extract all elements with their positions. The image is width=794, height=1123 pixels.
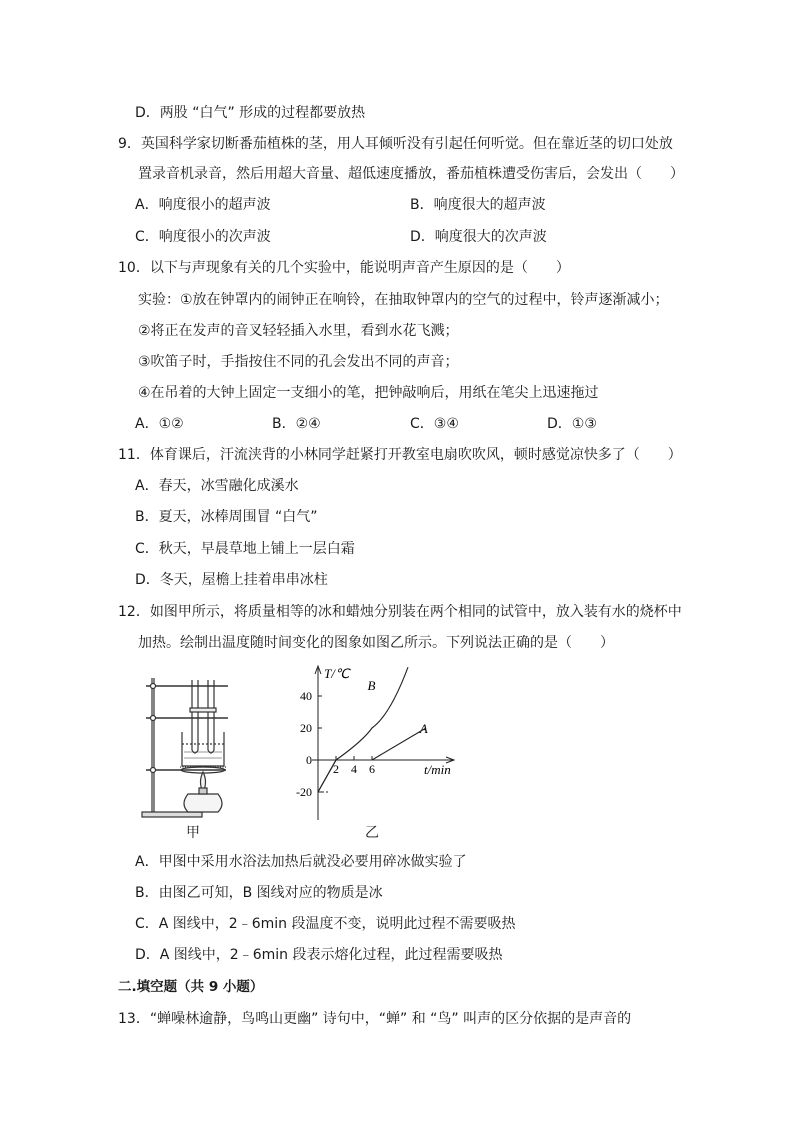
q10-option-a: A．①② xyxy=(135,416,184,432)
q10-experiment-4: ④在吊着的大钟上固定一支细小的笔，把钟敲响后，用纸在笔尖上迅速拖过 xyxy=(138,385,599,401)
q11-stem: 11．体育课后，汗流浃背的小林同学赶紧打开教室电扇吹吹风，顿时感觉凉快多了（ ） xyxy=(118,447,682,463)
q9-option-d: D．响度很大的次声波 xyxy=(410,229,547,245)
q10-option-b: B．②④ xyxy=(272,416,321,432)
q12-option-d: D．A 图线中，2﹣6min 段表示熔化过程，此过程需要吸热 xyxy=(135,947,503,963)
chart-xlabel: t/min xyxy=(424,762,451,777)
q13-stem: 13．“蝉噪林逾静，鸟鸣山更幽” 诗句中，“蝉” 和 “鸟” 叫声的区分依据的是声音的 xyxy=(118,1011,632,1027)
chart-y-tick-label: 20 xyxy=(300,721,312,735)
figure-chart-caption: 乙 xyxy=(365,825,379,841)
q12-stem-line1: 12．如图甲所示，将质量相等的冰和蜡烛分别装在两个相同的试管中，放入装有水的烧杯中 xyxy=(118,604,682,620)
chart-x-tick-label: 6 xyxy=(369,762,375,776)
q10-experiment-1: 实验：①放在钟罩内的闹钟正在响铃，在抽取钟罩内的空气的过程中，铃声逐渐减小； xyxy=(138,292,669,308)
q10-experiment-3: ③吹笛子时，手指按住不同的孔会发出不同的声音； xyxy=(138,354,459,370)
q9-option-b: B．响度很大的超声波 xyxy=(410,197,546,213)
q9-option-c: C．响度很小的次声波 xyxy=(135,229,271,245)
chart-series-b-label: B xyxy=(367,678,376,693)
chart-ylabel: T/℃ xyxy=(324,666,350,681)
chart-series-b-line xyxy=(318,667,408,792)
figure-chart xyxy=(282,660,462,825)
q10-stem: 10．以下与声现象有关的几个实验中，能说明声音产生原因的是（ ） xyxy=(118,260,570,276)
section-2-title: 二.填空题（共 9 小题） xyxy=(118,979,264,995)
chart-series-a-label: A xyxy=(419,720,428,736)
q9-option-a: A．响度很小的超声波 xyxy=(135,197,271,213)
q10-option-c: C．③④ xyxy=(410,416,459,432)
q11-option-c: C．秋天，早晨草地上铺上一层白霜 xyxy=(135,541,355,557)
q12-stem-line2: 加热。绘制出温度随时间变化的图象如图乙所示。下列说法正确的是（ ） xyxy=(138,635,614,651)
q10-experiment-2: ②将正在发声的音叉轻轻插入水里，看到水花飞溅； xyxy=(138,323,459,339)
q11-option-a: A．春天，冰雪融化成溪水 xyxy=(135,478,299,494)
q12-option-b: B．由图乙可知，B 图线对应的物质是冰 xyxy=(135,885,383,901)
figure-apparatus-caption: 甲 xyxy=(186,825,200,841)
q9-stem-line2: 置录音机录音，然后用超大音量、超低速度播放，番茄植株遭受伤害后，会发出（ ） xyxy=(138,166,684,182)
chart-x-tick-label: 2 xyxy=(333,762,339,776)
q11-option-b: B．夏天，冰棒周围冒 “白气” xyxy=(135,509,318,525)
chart-x-tick-label: 4 xyxy=(351,762,357,776)
q9-stem-line1: 9．英国科学家切断番茄植株的茎，用人耳倾听没有引起任何听觉。但在靠近茎的切口处放 xyxy=(118,136,673,152)
q11-option-d: D．冬天，屋檐上挂着串串冰柱 xyxy=(135,572,328,588)
chart-y-tick-label: 0 xyxy=(306,753,312,767)
q12-option-c: C．A 图线中，2﹣6min 段温度不变，说明此过程不需要吸热 xyxy=(135,916,516,932)
chart-y-tick-label: -20 xyxy=(296,785,312,799)
q12-option-a: A．甲图中采用水浴法加热后就没必要用碎冰做实验了 xyxy=(135,854,467,870)
q8-option-d: D．两股 “白气” 形成的过程都要放热 xyxy=(135,105,366,121)
chart-y-tick-label: 40 xyxy=(300,689,312,703)
figure-apparatus xyxy=(138,672,238,822)
q10-option-d: D．①③ xyxy=(547,416,597,432)
